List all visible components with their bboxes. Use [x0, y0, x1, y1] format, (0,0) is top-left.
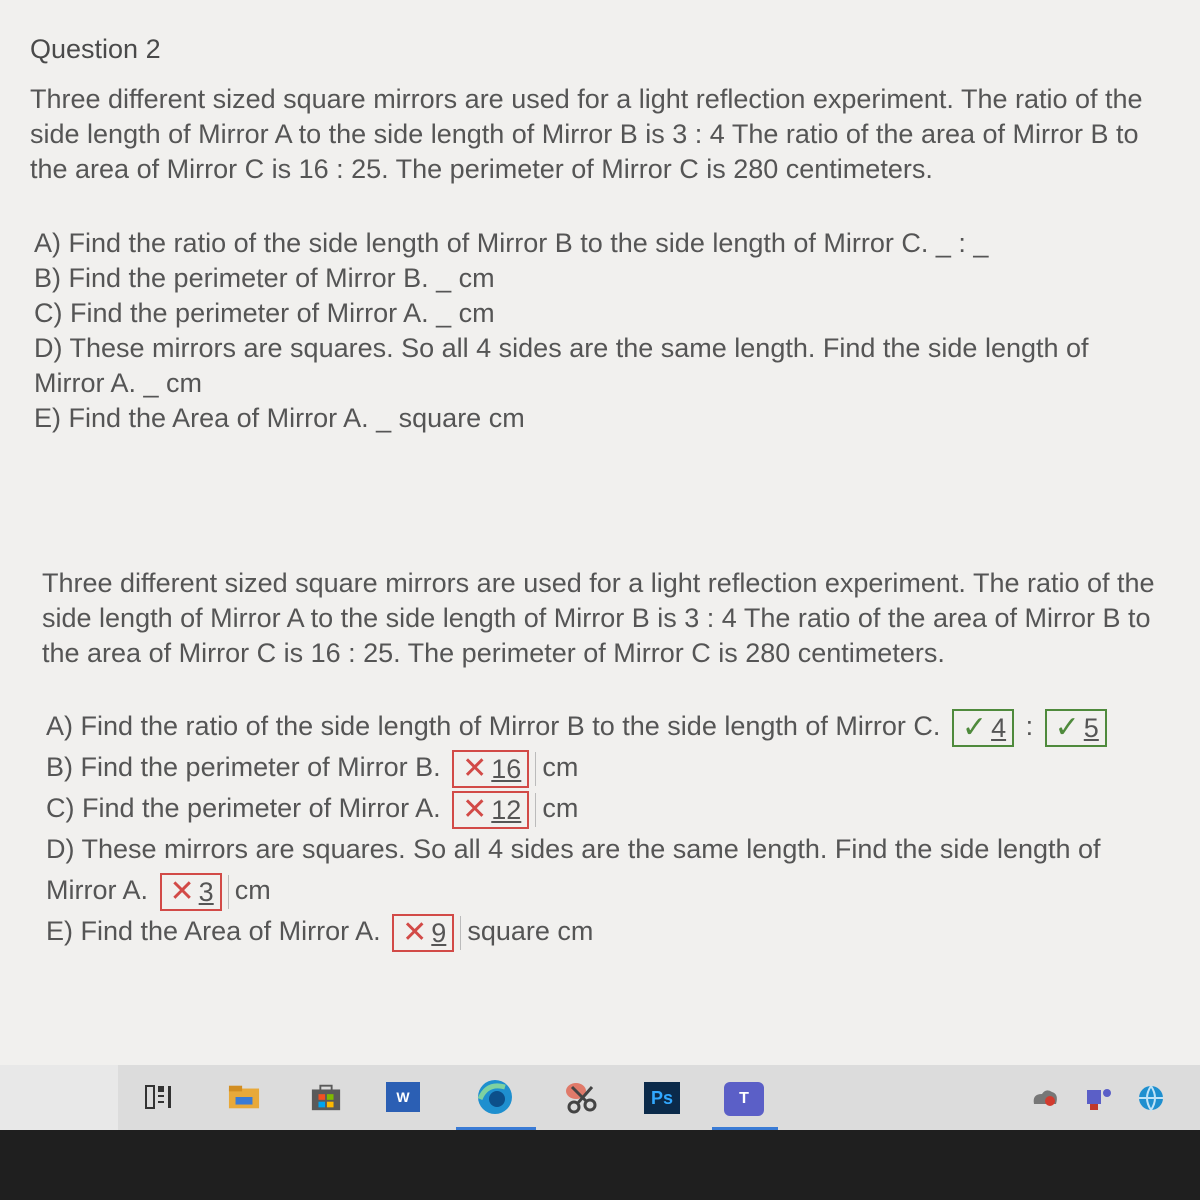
- feedback-b-unit: cm: [542, 752, 579, 782]
- question-prompt: Three different sized square mirrors are used for a light reflection experiment. The ratio of the side length of Mirror A to the side length of Mirror B is 3 : 4 The ratio of the area of Mirror B to the area of Mirror C is 16 : 25. The perimeter of Mirror C is 280 centimeters.: [30, 84, 1143, 184]
- photoshop-icon[interactable]: Ps: [644, 1082, 680, 1114]
- divider: [460, 916, 461, 950]
- teams-tray-icon[interactable]: [1084, 1084, 1114, 1112]
- answer-e-box[interactable]: [392, 914, 454, 952]
- divider: [535, 752, 536, 786]
- answer-b-box[interactable]: [452, 750, 529, 788]
- question-items: [34, 226, 1174, 436]
- answer-a1-value: 4: [991, 712, 1007, 743]
- check-icon: ✓: [961, 710, 988, 744]
- feedback-item-d-cont: [46, 870, 1166, 911]
- divider: [228, 875, 229, 909]
- feedback-item-d: D) These mirrors are squares. So all 4 sides are the same length. Find the side length of: [46, 834, 1101, 864]
- feedback-b-text: B) Find the perimeter of Mirror B.: [46, 752, 441, 782]
- answer-e-value: 9: [431, 917, 447, 948]
- question-item-b: B) Find the perimeter of Mirror B. _ cm: [34, 263, 495, 293]
- cross-icon: ✕: [402, 915, 428, 949]
- feedback-items: [46, 706, 1166, 952]
- feedback-c-text: C) Find the perimeter of Mirror A.: [46, 793, 441, 823]
- feedback-e-text: E) Find the Area of Mirror A.: [46, 916, 381, 946]
- answer-b-value: 16: [491, 753, 522, 784]
- feedback-d-text2: Mirror A.: [46, 875, 149, 905]
- feedback-c-unit: cm: [542, 793, 579, 823]
- feedback-item-c: [46, 788, 1166, 829]
- answer-a2-value: 5: [1083, 712, 1099, 743]
- word-icon[interactable]: W: [386, 1082, 420, 1112]
- answer-d-box[interactable]: [160, 873, 222, 911]
- question-title: Question 2: [30, 34, 161, 64]
- answer-d-value: 3: [198, 876, 214, 907]
- answer-c-value: 12: [491, 794, 522, 825]
- taskbar-search-area[interactable]: [0, 1065, 118, 1130]
- question-item-d-cont: Mirror A. _ cm: [34, 368, 203, 398]
- monitor-bezel: [0, 1130, 1200, 1200]
- feedback-d-unit: cm: [234, 875, 271, 905]
- file-explorer-icon[interactable]: [228, 1082, 260, 1112]
- feedback-item-e: [46, 911, 1166, 952]
- cross-icon: ✕: [169, 874, 195, 908]
- question-item-e: E) Find the Area of Mirror A. _ square cm: [34, 403, 525, 433]
- answer-a1-box[interactable]: [952, 709, 1014, 747]
- answer-a2-box[interactable]: [1045, 709, 1107, 747]
- feedback-item-b: [46, 747, 1166, 788]
- feedback-a-text: A) Find the ratio of the side length of Mirror B to the side length of Mirror C.: [46, 711, 941, 741]
- feedback-item-a: [46, 706, 1166, 747]
- cross-icon: ✕: [462, 751, 488, 785]
- cross-icon: ✕: [462, 792, 488, 826]
- store-icon[interactable]: [310, 1082, 342, 1112]
- question-item-d: D) These mirrors are squares. So all 4 sides are the same length. Find the side length of: [34, 333, 1089, 363]
- creative-cloud-tray-icon[interactable]: [1030, 1085, 1060, 1111]
- globe-tray-icon[interactable]: [1136, 1083, 1166, 1113]
- feedback-prompt: Three different sized square mirrors are used for a light reflection experiment. The ratio of the side length of Mirror A to the side length of Mirror B is 3 : 4 The ratio of the area of Mirror B to the area of Mirror C is 16 : 25. The perimeter of Mirror C is 280 centimeters.: [42, 568, 1155, 668]
- question-item-c: C) Find the perimeter of Mirror A. _ cm: [34, 298, 495, 328]
- question-item-a: A) Find the ratio of the side length of Mirror B to the side length of Mirror C. _ : _: [34, 228, 989, 258]
- taskbar: [0, 1065, 1200, 1130]
- divider: [535, 793, 536, 827]
- teams-icon[interactable]: T: [724, 1082, 764, 1116]
- check-icon: ✓: [1054, 710, 1080, 744]
- answer-c-box[interactable]: [452, 791, 529, 829]
- ratio-colon: :: [1025, 711, 1034, 741]
- task-view-icon[interactable]: [143, 1082, 175, 1112]
- snipping-tool-icon[interactable]: [562, 1079, 602, 1115]
- edge-icon[interactable]: [474, 1077, 516, 1117]
- feedback-e-unit: square cm: [467, 916, 594, 946]
